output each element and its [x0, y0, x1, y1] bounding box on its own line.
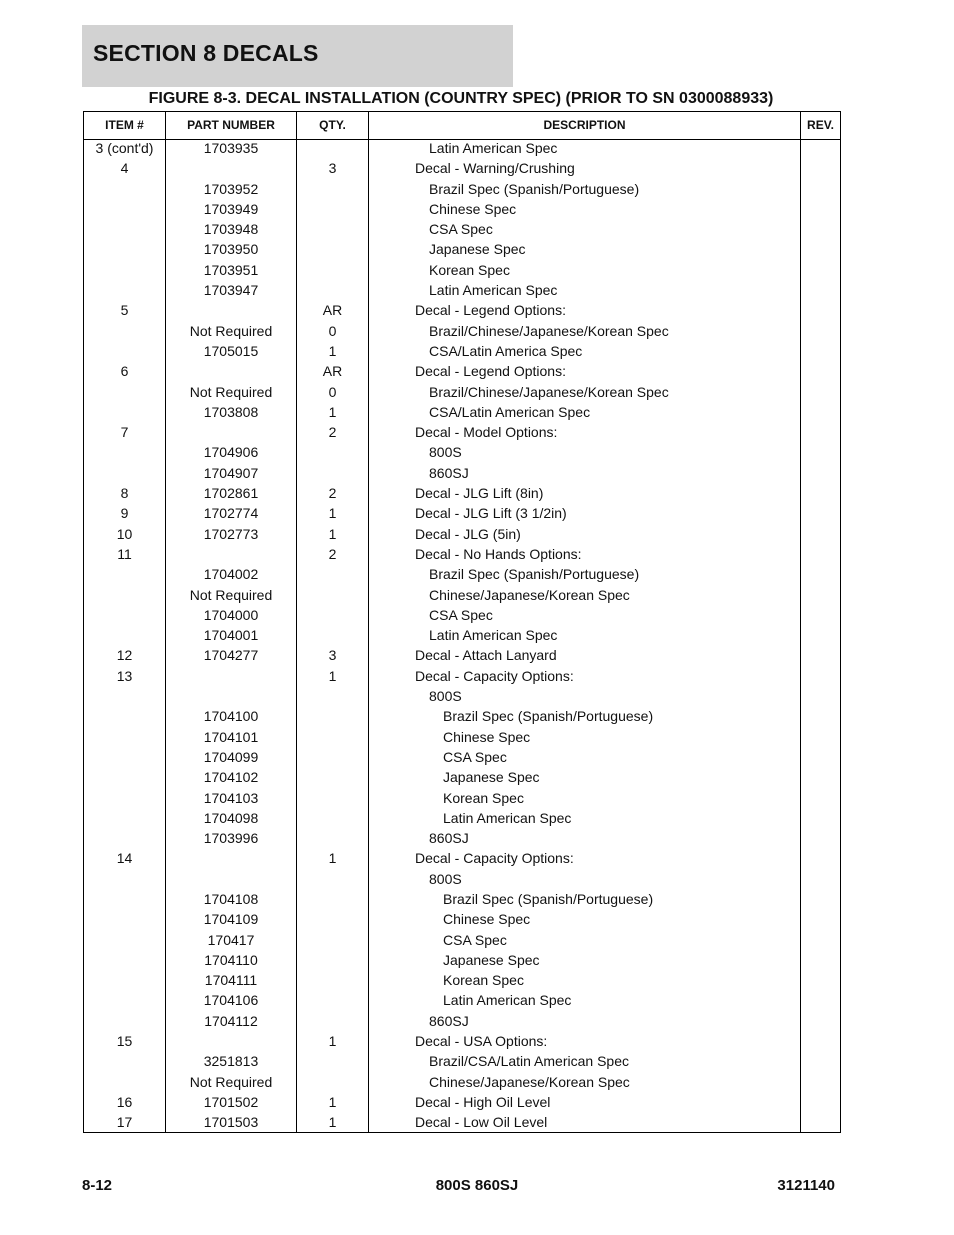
- table-row: [84, 140, 840, 160]
- part-number-cell: 1704101: [203, 728, 259, 745]
- item-cell: 7: [120, 424, 129, 441]
- part-number-cell: 1703996: [203, 830, 259, 847]
- header-rev: REV.: [807, 118, 834, 132]
- part-number-cell: 1703952: [203, 180, 259, 197]
- qty-cell: 3: [328, 647, 337, 664]
- description-cell: Decal - Model Options:: [415, 424, 558, 441]
- part-number-cell: 1701503: [203, 1114, 259, 1131]
- part-number-cell: 1704110: [204, 951, 258, 968]
- table-row: [84, 992, 840, 1012]
- table-row: [84, 810, 840, 830]
- part-number-cell: 1704000: [203, 606, 259, 623]
- item-cell: 5: [120, 302, 129, 319]
- part-number-cell: 1704108: [203, 890, 259, 907]
- table-row: [84, 1094, 840, 1114]
- description-cell: Chinese/Japanese/Korean Spec: [429, 586, 630, 603]
- description-cell: Decal - JLG (5in): [415, 525, 521, 542]
- table-row: [84, 485, 840, 505]
- table-row: [84, 688, 840, 708]
- description-cell: Latin American Spec: [443, 809, 572, 826]
- part-number-cell: 1702773: [203, 525, 259, 542]
- description-cell: 800S: [429, 444, 462, 461]
- table-row: [84, 343, 840, 363]
- part-number-cell: 1704100: [203, 708, 259, 725]
- table-row: [84, 769, 840, 789]
- description-cell: CSA Spec: [429, 221, 493, 238]
- description-cell: Brazil Spec (Spanish/Portuguese): [429, 566, 640, 583]
- part-number-cell: 1703948: [203, 221, 259, 238]
- table-row: [84, 160, 840, 180]
- table-row: [84, 241, 840, 261]
- description-cell: Brazil/Chinese/Japanese/Korean Spec: [429, 383, 669, 400]
- part-number-cell: 1704001: [203, 627, 259, 644]
- description-cell: Chinese Spec: [429, 200, 517, 217]
- section-title: SECTION 8 DECALS: [93, 40, 319, 66]
- table-row: [84, 384, 840, 404]
- parts-table: [83, 111, 841, 1133]
- item-cell: 8: [120, 485, 129, 502]
- table-row: [84, 323, 840, 343]
- table-row: [84, 911, 840, 931]
- table-row: [84, 444, 840, 464]
- description-cell: Japanese Spec: [429, 241, 526, 258]
- qty-cell: 2: [328, 545, 337, 562]
- part-number-cell: 1703808: [203, 403, 259, 420]
- document-number: 3121140: [777, 1177, 835, 1194]
- table-body: [84, 140, 840, 1135]
- table-row: [84, 871, 840, 891]
- description-cell: CSA Spec: [443, 748, 507, 765]
- part-number-cell: 3251813: [203, 1053, 259, 1070]
- item-cell: 11: [117, 545, 132, 562]
- qty-cell: 2: [328, 485, 337, 502]
- header-item: ITEM #: [105, 118, 144, 132]
- qty-cell: AR: [322, 302, 343, 319]
- description-cell: Decal - Warning/Crushing: [415, 160, 575, 177]
- qty-cell: 0: [328, 322, 337, 339]
- part-number-cell: 1703935: [203, 140, 259, 156]
- part-number-cell: 1702774: [203, 505, 259, 522]
- table-row: [84, 404, 840, 424]
- part-number-cell: 1705015: [203, 342, 259, 359]
- qty-cell: 1: [328, 525, 337, 542]
- part-number-cell: 1703950: [203, 241, 259, 258]
- item-cell: 16: [116, 1093, 133, 1110]
- table-row: [84, 465, 840, 485]
- table-row: [84, 607, 840, 627]
- description-cell: Brazil/Chinese/Japanese/Korean Spec: [429, 322, 669, 339]
- qty-cell: 2: [328, 424, 337, 441]
- part-number-cell: 1704002: [203, 566, 259, 583]
- description-cell: Brazil/CSA/Latin American Spec: [429, 1053, 629, 1070]
- item-cell: 12: [116, 647, 133, 664]
- figure-title: FIGURE 8-3. DECAL INSTALLATION (COUNTRY SPEC) (PRIOR TO SN 0300088933): [148, 90, 774, 107]
- item-cell: 4: [120, 160, 129, 177]
- part-number-cell: 1704103: [203, 789, 259, 806]
- description-cell: Decal - Capacity Options:: [415, 850, 574, 867]
- item-cell: 13: [116, 667, 133, 684]
- table-row: [84, 932, 840, 952]
- header-part-number: PART NUMBER: [187, 118, 275, 132]
- qty-cell: 1: [328, 342, 337, 359]
- table-row: [84, 262, 840, 282]
- description-cell: Japanese Spec: [443, 769, 540, 786]
- table-row: [84, 282, 840, 302]
- description-cell: Chinese Spec: [443, 911, 531, 928]
- part-number-cell: 1704906: [203, 444, 259, 461]
- table-row: [84, 952, 840, 972]
- table-row: [84, 972, 840, 992]
- part-number-cell: 1703947: [203, 282, 259, 299]
- description-cell: Decal - Legend Options:: [415, 363, 566, 380]
- description-cell: Decal - Capacity Options:: [415, 667, 574, 684]
- part-number-cell: Not Required: [189, 1073, 273, 1090]
- table-row: [84, 566, 840, 586]
- header-qty: QTY.: [319, 118, 346, 132]
- part-number-cell: 1704277: [203, 647, 259, 664]
- qty-cell: 1: [328, 1033, 337, 1050]
- qty-cell: 1: [328, 1114, 337, 1131]
- part-number-cell: 1704109: [203, 911, 259, 928]
- description-cell: Decal - Attach Lanyard: [415, 647, 557, 664]
- description-cell: 860SJ: [429, 830, 469, 847]
- description-cell: Decal - Legend Options:: [415, 302, 566, 319]
- qty-cell: 0: [328, 383, 337, 400]
- description-cell: 860SJ: [429, 464, 469, 481]
- part-number-cell: 1704111: [204, 972, 258, 989]
- description-cell: Latin American Spec: [443, 992, 572, 1009]
- description-cell: Korean Spec: [443, 789, 524, 806]
- description-cell: CSA Spec: [443, 931, 507, 948]
- description-cell: Decal - Low Oil Level: [415, 1114, 548, 1131]
- table-row: [84, 647, 840, 667]
- table-row: [84, 729, 840, 749]
- table-row: [84, 221, 840, 241]
- part-number-cell: 1704112: [204, 1012, 258, 1029]
- description-cell: Latin American Spec: [429, 282, 558, 299]
- part-number-cell: 1704099: [203, 748, 259, 765]
- qty-cell: 1: [328, 505, 337, 522]
- table-row: [84, 302, 840, 322]
- item-cell: 17: [116, 1114, 133, 1131]
- table-row: [84, 505, 840, 525]
- description-cell: Korean Spec: [443, 972, 524, 989]
- description-cell: CSA Spec: [429, 606, 493, 623]
- description-cell: Brazil Spec (Spanish/Portuguese): [443, 890, 654, 907]
- part-number-cell: 1704102: [203, 769, 259, 786]
- description-cell: Latin American Spec: [429, 627, 558, 644]
- table-row: [84, 1013, 840, 1033]
- table-row: [84, 363, 840, 383]
- part-number-cell: Not Required: [189, 586, 273, 603]
- part-number-cell: 1704098: [203, 809, 259, 826]
- qty-cell: 1: [328, 1093, 337, 1110]
- table-row: [84, 546, 840, 566]
- description-cell: 800S: [429, 688, 462, 705]
- description-cell: Chinese/Japanese/Korean Spec: [429, 1073, 630, 1090]
- part-number-cell: 170417: [207, 931, 255, 948]
- table-row: [84, 891, 840, 911]
- qty-cell: 3: [328, 160, 337, 177]
- table-row: [84, 850, 840, 870]
- part-number-cell: Not Required: [189, 322, 273, 339]
- qty-cell: 1: [328, 667, 337, 684]
- table-row: [84, 668, 840, 688]
- item-cell: 9: [120, 505, 129, 522]
- qty-cell: 1: [328, 403, 337, 420]
- table-row: [84, 424, 840, 444]
- table-row: [84, 181, 840, 201]
- description-cell: Korean Spec: [429, 261, 510, 278]
- description-cell: Decal - No Hands Options:: [415, 545, 582, 562]
- part-number-cell: 1703949: [203, 200, 259, 217]
- description-cell: Decal - USA Options:: [415, 1033, 548, 1050]
- description-cell: Japanese Spec: [443, 951, 540, 968]
- description-cell: Decal - High Oil Level: [415, 1093, 551, 1110]
- table-row: [84, 1074, 840, 1094]
- item-cell: 3 (cont'd): [95, 140, 154, 156]
- table-row: [84, 1033, 840, 1053]
- table-row: [84, 708, 840, 728]
- qty-cell: AR: [322, 363, 343, 380]
- page-number: 8-12: [82, 1177, 113, 1194]
- table-row: [84, 1053, 840, 1073]
- table-row: [84, 627, 840, 647]
- item-cell: 10: [116, 525, 133, 542]
- part-number-cell: Not Required: [189, 383, 273, 400]
- part-number-cell: 1702861: [203, 485, 259, 502]
- table-row: [84, 587, 840, 607]
- header-description: DESCRIPTION: [543, 118, 626, 132]
- description-cell: 800S: [429, 870, 462, 887]
- description-cell: Brazil Spec (Spanish/Portuguese): [429, 180, 640, 197]
- description-cell: Chinese Spec: [443, 728, 531, 745]
- description-cell: 860SJ: [429, 1012, 469, 1029]
- description-cell: Brazil Spec (Spanish/Portuguese): [443, 708, 654, 725]
- item-cell: 14: [116, 850, 133, 867]
- item-cell: 6: [120, 363, 129, 380]
- description-cell: Decal - JLG Lift (8in): [415, 485, 544, 502]
- part-number-cell: 1703951: [203, 261, 259, 278]
- part-number-cell: 1704907: [203, 464, 259, 481]
- table-row: [84, 830, 840, 850]
- qty-cell: 1: [328, 850, 337, 867]
- table-row: [84, 1114, 840, 1134]
- description-cell: CSA/Latin America Spec: [429, 342, 583, 359]
- description-cell: Decal - JLG Lift (3 1/2in): [415, 505, 567, 522]
- description-cell: Latin American Spec: [429, 140, 558, 156]
- description-cell: CSA/Latin American Spec: [429, 403, 591, 420]
- table-row: [84, 749, 840, 769]
- part-number-cell: 1701502: [203, 1093, 259, 1110]
- table-row: [84, 790, 840, 810]
- part-number-cell: 1704106: [203, 992, 259, 1009]
- item-cell: 15: [116, 1033, 133, 1050]
- table-row: [84, 526, 840, 546]
- table-row: [84, 201, 840, 221]
- model-name: 800S 860SJ: [435, 1177, 519, 1194]
